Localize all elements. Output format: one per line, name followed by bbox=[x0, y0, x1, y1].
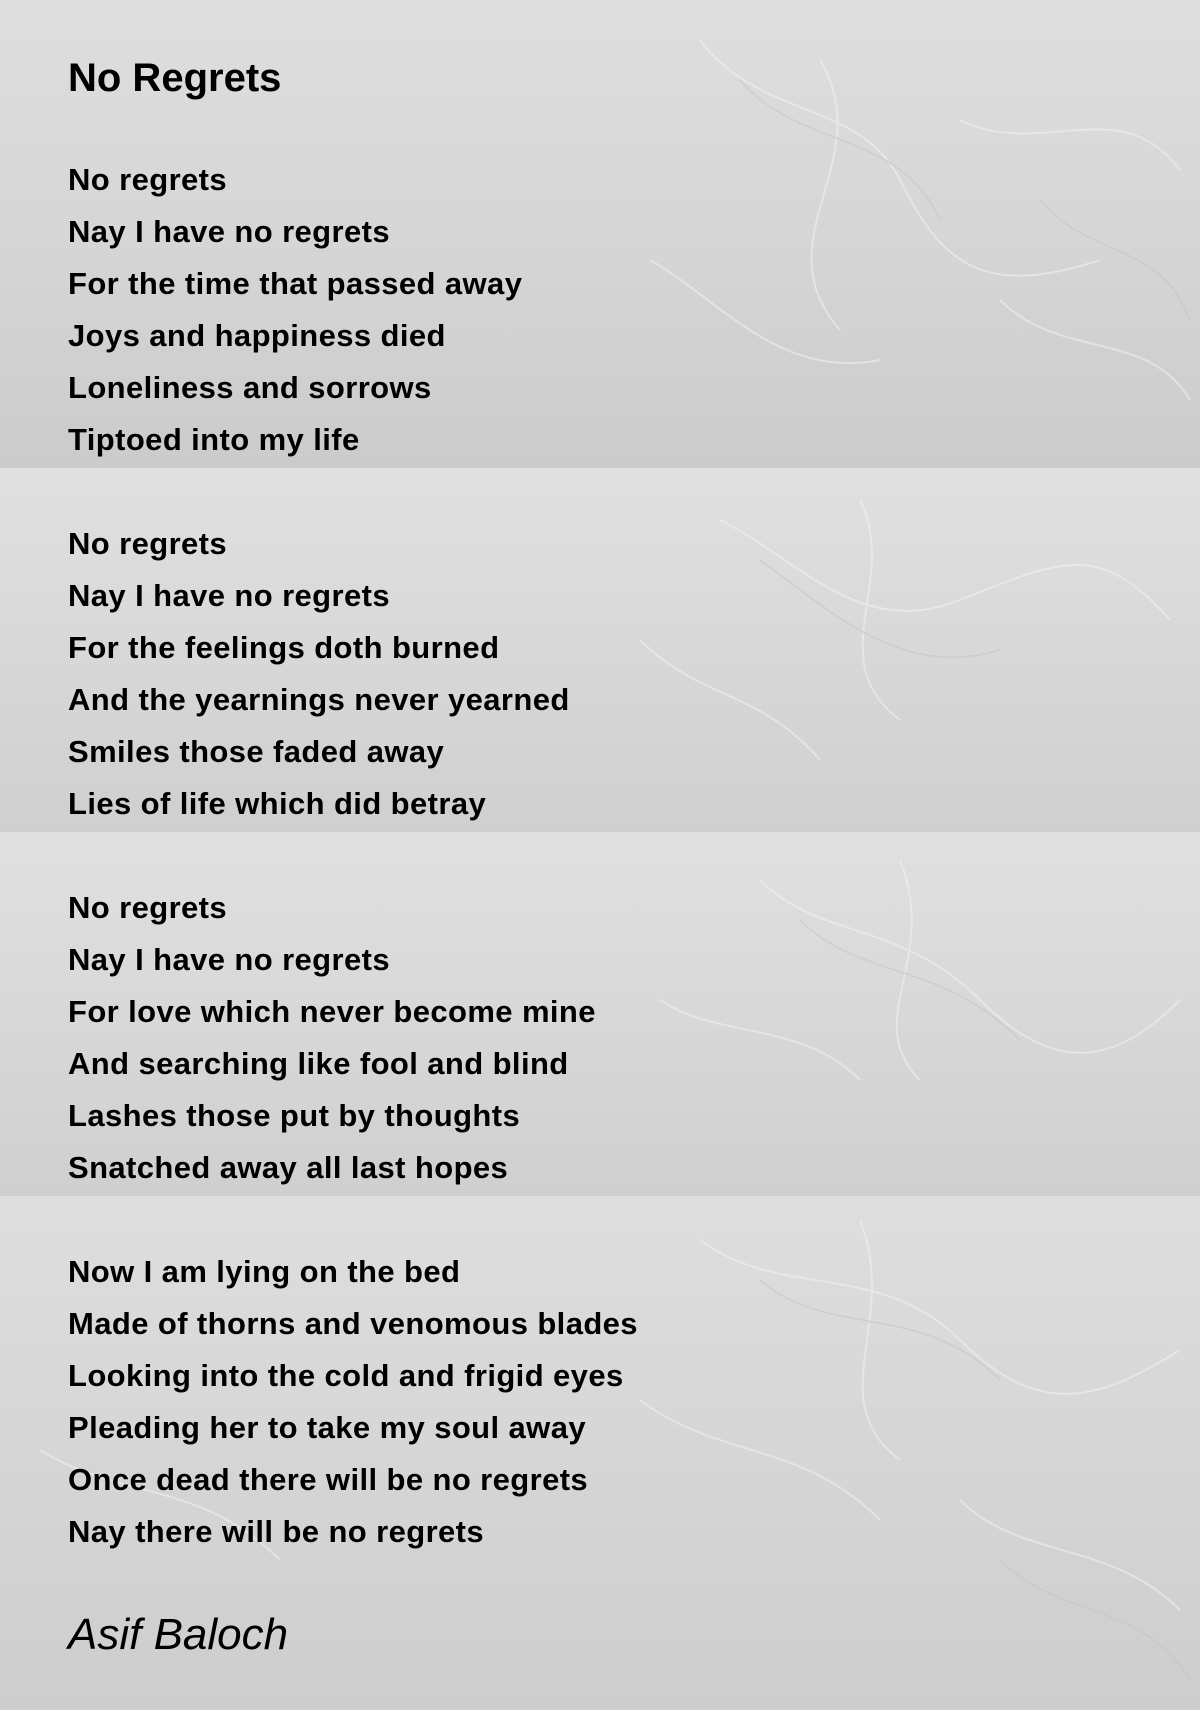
poem-title: No Regrets bbox=[68, 56, 282, 100]
poem-line: Joys and happiness died bbox=[68, 318, 446, 353]
poem-line: Lashes those put by thoughts bbox=[68, 1098, 521, 1133]
poem-line: And the yearnings never yearned bbox=[68, 682, 570, 717]
poem-line: Nay there will be no regrets bbox=[68, 1514, 485, 1549]
poem-line: Looking into the cold and frigid eyes bbox=[68, 1358, 624, 1393]
poem-line: Lies of life which did betray bbox=[68, 786, 487, 821]
poem-line: For the feelings doth burned bbox=[68, 630, 500, 665]
poem-line: Nay I have no regrets bbox=[68, 214, 390, 249]
poem-line: Made of thorns and venomous blades bbox=[68, 1306, 638, 1341]
poem-author: Asif Baloch bbox=[68, 1610, 289, 1659]
stanza-1 bbox=[68, 154, 1148, 466]
poem-line: No regrets bbox=[68, 162, 228, 197]
stanza-4 bbox=[68, 1246, 1148, 1558]
poem-line: Snatched away all last hopes bbox=[68, 1150, 509, 1185]
poem-line: Nay I have no regrets bbox=[68, 578, 390, 613]
poem-content bbox=[68, 48, 1148, 1610]
poem-line: Tiptoed into my life bbox=[68, 422, 360, 457]
poem-line: For the time that passed away bbox=[68, 266, 523, 301]
poem-line: Now I am lying on the bed bbox=[68, 1254, 461, 1289]
poem-line: No regrets bbox=[68, 526, 228, 561]
poem-line: Nay I have no regrets bbox=[68, 942, 390, 977]
poem-line: Once dead there will be no regrets bbox=[68, 1462, 589, 1497]
poem-line: Loneliness and sorrows bbox=[68, 370, 432, 405]
poem-line: Pleading her to take my soul away bbox=[68, 1410, 586, 1445]
stanza-2 bbox=[68, 518, 1148, 830]
poem-line: Smiles those faded away bbox=[68, 734, 445, 769]
poem-line: For love which never become mine bbox=[68, 994, 596, 1029]
poem-line: And searching like fool and blind bbox=[68, 1046, 569, 1081]
poem-line: No regrets bbox=[68, 890, 228, 925]
stanza-3 bbox=[68, 882, 1148, 1194]
